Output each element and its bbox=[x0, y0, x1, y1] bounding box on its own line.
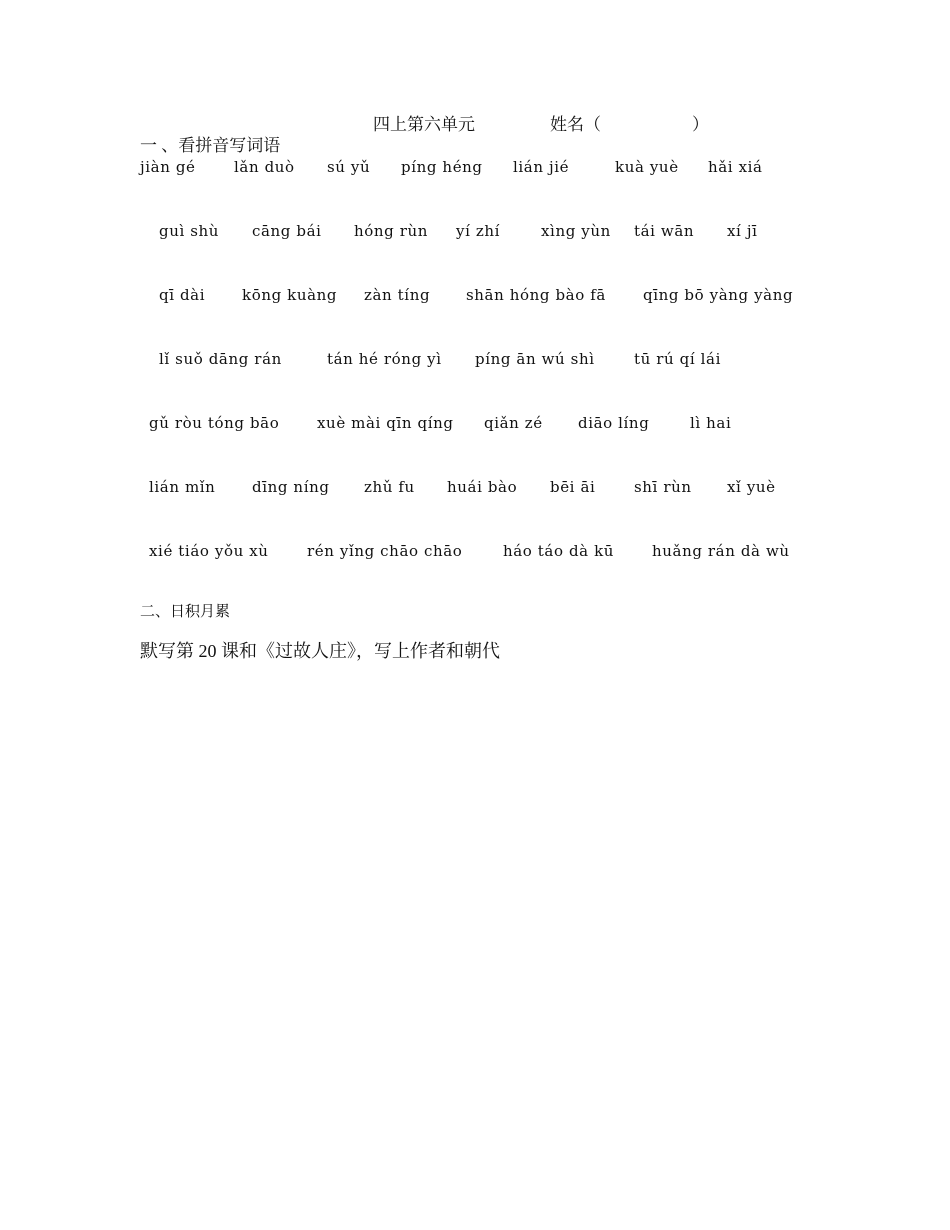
pinyin-word: yí zhí bbox=[456, 222, 501, 240]
pinyin-word: cāng bái bbox=[252, 222, 322, 240]
pinyin-word: diāo líng bbox=[578, 414, 650, 432]
pinyin-word: huái bào bbox=[447, 478, 518, 496]
pinyin-word: lǎn duò bbox=[234, 158, 295, 176]
pinyin-row bbox=[0, 348, 950, 370]
pinyin-row bbox=[0, 476, 950, 498]
pinyin-word: tū rú qí lái bbox=[634, 350, 721, 368]
pinyin-word: xìng yùn bbox=[541, 222, 611, 240]
pinyin-word: huǎng rán dà wù bbox=[652, 542, 790, 560]
worksheet-title: 四上第六单元 bbox=[373, 115, 475, 134]
pinyin-word: lǐ suǒ dāng rán bbox=[159, 350, 282, 368]
pinyin-row bbox=[0, 284, 950, 306]
pinyin-word: xuè mài qīn qíng bbox=[317, 414, 454, 432]
pinyin-word: píng héng bbox=[401, 158, 483, 176]
pinyin-word: hóng rùn bbox=[354, 222, 429, 240]
pinyin-word: dīng níng bbox=[252, 478, 330, 496]
pinyin-word: lián jié bbox=[513, 158, 570, 176]
name-close-paren: ） bbox=[692, 115, 709, 134]
pinyin-word: shī rùn bbox=[634, 478, 692, 496]
pinyin-word: rén yǐng chāo chāo bbox=[307, 542, 463, 560]
pinyin-word: zhǔ fu bbox=[364, 478, 415, 496]
pinyin-word: qiǎn zé bbox=[484, 414, 543, 432]
pinyin-word: guì shù bbox=[159, 222, 220, 240]
pinyin-word: háo táo dà kū bbox=[503, 542, 615, 560]
pinyin-word: sú yǔ bbox=[327, 158, 371, 176]
section-1-heading: 一 、看拼音写词语 bbox=[140, 136, 281, 155]
pinyin-word: xǐ yuè bbox=[727, 478, 776, 496]
section-2-heading: 二、日积月累 bbox=[140, 604, 231, 620]
pinyin-word: tán hé róng yì bbox=[327, 350, 442, 368]
pinyin-word: kuà yuè bbox=[615, 158, 679, 176]
pinyin-word: xí jī bbox=[727, 222, 758, 240]
pinyin-word: gǔ ròu tóng bāo bbox=[149, 414, 280, 432]
worksheet-header bbox=[0, 114, 950, 136]
pinyin-word: píng ān wú shì bbox=[475, 350, 595, 368]
dictation-task: 默写第 20 课和《过故人庄》，写上作者和朝代 bbox=[140, 641, 500, 661]
pinyin-row bbox=[0, 540, 950, 562]
pinyin-word: jiàn gé bbox=[140, 158, 196, 176]
name-label: 姓名（ bbox=[550, 115, 601, 134]
pinyin-word: lì hai bbox=[690, 414, 732, 432]
pinyin-word: qīng bō yàng yàng bbox=[643, 286, 794, 304]
pinyin-row bbox=[0, 156, 950, 178]
pinyin-word: hǎi xiá bbox=[708, 158, 763, 176]
pinyin-word: lián mǐn bbox=[149, 478, 216, 496]
pinyin-word: bēi āi bbox=[550, 478, 596, 496]
pinyin-row bbox=[0, 220, 950, 242]
pinyin-word: xié tiáo yǒu xù bbox=[149, 542, 269, 560]
pinyin-word: shān hóng bào fā bbox=[466, 286, 606, 304]
pinyin-word: tái wān bbox=[634, 222, 695, 240]
pinyin-row bbox=[0, 412, 950, 434]
pinyin-word: kōng kuàng bbox=[242, 286, 338, 304]
pinyin-word: zàn tíng bbox=[364, 286, 431, 304]
pinyin-word: qī dài bbox=[159, 286, 206, 304]
